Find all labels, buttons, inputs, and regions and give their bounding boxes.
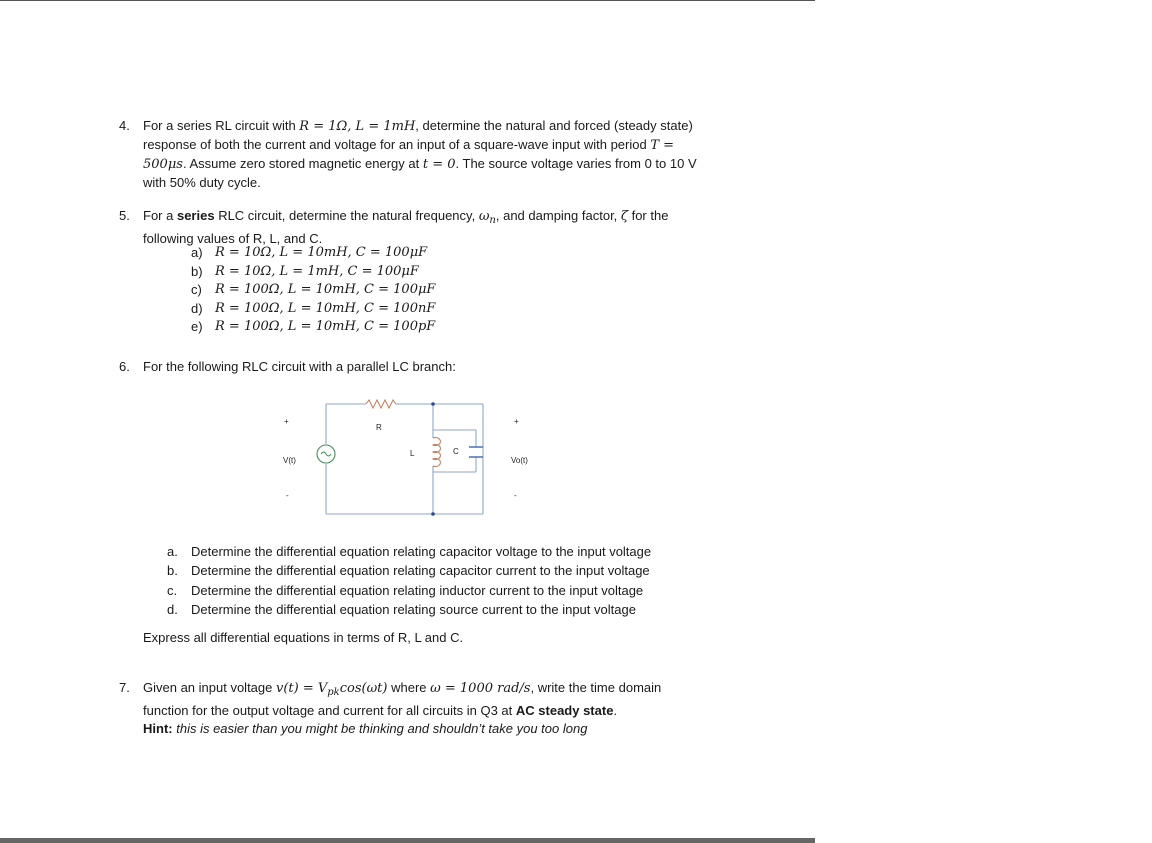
inductor-label: L xyxy=(410,449,415,458)
question-6 xyxy=(119,358,719,376)
question-7 xyxy=(119,679,739,738)
list-item: c. Determine the differential equation relating inductor current to the input voltage xyxy=(167,582,644,598)
q6-task-list xyxy=(167,542,651,619)
plus-out-label: + xyxy=(514,417,519,426)
q4-line-1: For a series RL circuit with R = 1Ω, L = 1mH, determine the natural and forced (steady state) xyxy=(143,118,693,134)
q6-note: Express all differential equations in terms of R, L and C. xyxy=(143,630,464,645)
q4-line-3: 500μs. Assume zero stored magnetic energy at t = 0. The source voltage varies from 0 to 10 V xyxy=(143,156,697,172)
output-label: Vo(t) xyxy=(511,456,528,465)
q6-intro: For the following RLC circuit with a parallel LC branch: xyxy=(143,359,456,374)
list-item: d) R = 100Ω, L = 10mH, C = 100nF xyxy=(191,300,436,316)
question-number: 4. xyxy=(119,118,130,133)
list-item: b. Determine the differential equation relating capacitor current to the input voltage xyxy=(167,563,650,579)
q7-line-1: Given an input voltage $v(t) = V_{pk}\cos(\omega t)$ where ω = 1000 rad/s, write the time domain xyxy=(143,680,662,698)
q4-line-4: with 50% duty cycle. xyxy=(143,175,261,190)
list-item: c) R = 100Ω, L = 10mH, C = 100μF xyxy=(191,282,436,298)
q5-value-list xyxy=(191,244,435,337)
q4-line-2: response of both the current and voltage for an input of a square-wave input with period T = xyxy=(143,137,675,153)
list-item: d. Determine the differential equation relating source current to the input voltage xyxy=(167,601,636,617)
source-label: V(t) xyxy=(283,456,296,465)
question-5 xyxy=(119,207,719,248)
minus-out-label: - xyxy=(514,491,517,500)
q5-line-1: For a series RLC circuit, determine the natural frequency, $\omega_n$, and damping factor, ζ for the xyxy=(143,208,669,226)
minus-in-label: - xyxy=(286,491,289,500)
inductor-symbol xyxy=(433,438,440,467)
list-item: b) R = 10Ω, L = 1mH, C = 100μF xyxy=(191,263,419,279)
voltage-source-symbol xyxy=(316,444,336,464)
capacitor-symbol xyxy=(469,447,483,457)
bottom-rule xyxy=(0,838,815,843)
list-item: a) R = 10Ω, L = 10mH, C = 100μF xyxy=(191,245,428,260)
q7-hint: Hint: this is easier than you might be thinking and shouldn’t take you too long xyxy=(143,721,588,736)
capacitor-label: C xyxy=(453,447,459,456)
plus-in-label: + xyxy=(284,417,289,426)
question-number: 5. xyxy=(119,208,130,223)
resistor-symbol xyxy=(366,400,396,408)
list-item: a. Determine the differential equation relating capacitor voltage to the input voltage xyxy=(167,544,652,559)
question-4 xyxy=(119,117,719,192)
resistor-label: R xyxy=(376,423,382,432)
top-rule xyxy=(0,0,815,1)
list-item: e) R = 100Ω, L = 10mH, C = 100pF xyxy=(191,319,436,335)
question-number: 7. xyxy=(119,680,130,695)
question-number: 6. xyxy=(119,359,130,374)
q7-line-2: function for the output voltage and current for all circuits in Q3 at AC steady state. xyxy=(143,703,618,718)
rlc-circuit-diagram xyxy=(270,390,550,525)
q5-line-2: following values of R, L, and C. xyxy=(143,231,323,246)
